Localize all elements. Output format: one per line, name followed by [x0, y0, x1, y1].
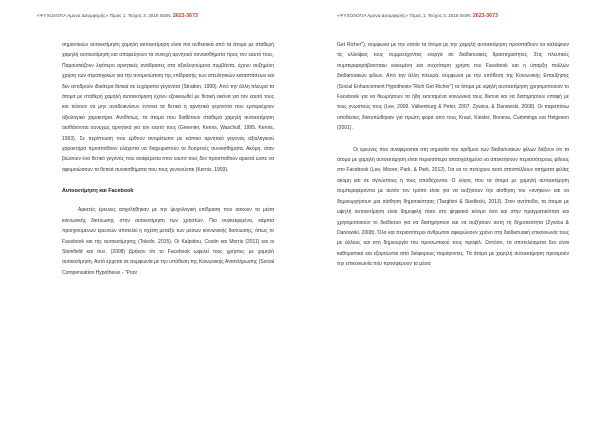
issn-label: ISSN: [159, 13, 172, 18]
left-page-body [62, 40, 274, 278]
right-page [300, 0, 600, 424]
journal-title: «ΨΥΧΟΛΟΓΙΑ Αμυνα &συμφορής» Τόμος 1, Τεύχος 3, 2018 [337, 13, 459, 18]
issn-number: 2623-3673 [473, 13, 498, 19]
page-header [37, 11, 198, 21]
issn-label: ISSN: [459, 13, 472, 18]
section-title: Αυτοεκτίμηση και Facebook [62, 188, 134, 195]
paragraph: Οι έρευνες που αναφέρονται στη σημασία του αριθμού των διαδικτυακών φίλων διέξουν ότι τα άτομα με χαμηλή αυτοεκτίμηση είναι περισσότερο απασχολημένα να αποκτήσουν περισσότερους φίλους στο Facebook (Lee, Moore, Park, & Park, 2012). Για να το πετύχουν αυτό αποστέλλουν αιτήματα φιλίας ακόμη και σε αγνώστους ή τους αποδέχονται. Ο λόγος που τα άτομα με χαμηλή αυτοεκτίμηση συμπεριφέρονται με αυτόν τον τρόπο είναι για να αυξήσουν την αίσθηση του «ανήκειν» και να δημιουργήσουν μια αίσθηση δημοτικότητας (Tazghini & Siedlecki, 2013). Στον αντίποδα, τα άτομα με υψηλή αυτοεκτίμηση είναι δημοφιλή τόσο στο ψηφιακό κόσμο όσο και στην πραγματικότητα και χρησιμοποιούν το διαδίκτυο για να διατηρήσουν και να αυξήσουν αυτή τη δημοτικότητα (Zywica & Danowski, 2008). Όλο και περισσότεροι άνθρωποι αφιερώνουν χρόνο στη διαδικτυακή επικοινωνία τους με άλλους και στη δημιουργία του προσωπικού τους προφίλ. Ωστόσο, τα αποτελέσματα δεν είναι καθοριστικά και εξαρτώνται από διάφορους παράγοντες. Τα άτομα με χαμηλή αυτοεκτίμηση προτιμούν την επικοινωνία που προσφέρουν τα μέσα [337, 146, 569, 268]
paragraph: Αρκετές έρευνες ασχολήθηκαν με την ψυχολογική επίδραση που ασκούν τα μέσα κοινωνικής δικτύωσης στην αυτοεκτίμηση των χρηστών. Πιο συγκεκριμένα, κάμπια προηγούμενων ερευνών αποτελεί η σχέση μεταξύ των μέσων κοινωνικής δικτύωσης, όπως το Facebook και της αυτοεκτίμησης (Toledo, 2015). Οι Kalpidou, Costin και Morris (2011) και οι Steinfield και συν. (2008) βρήκαν ότι το Facebook ωφελεί τους χρήστες με χαμηλή αυτοεκτίμηση. Αυτό έρχεται σε συμφωνία με την υπόθεση της Κοινωνικής Αναπλήρωσης (Social Compensation Hypothesis - "Poor [62, 207, 275, 276]
right-page-body [337, 40, 569, 270]
issn-number: 2623-3673 [173, 13, 198, 19]
paragraph: σημαντικών αυτοεκτίμηση χαμηλή αυτοεκτίμηση είναι πιο ανθεκτικά από τα άτομα με σταθερή χαμηλή αυτοεκτίμηση και αποφεύγουν τα συνεχή αρνητικά συναισθήματα προς τον εαυτό τους. Παρουσιάζουν λιγότερο αρνητικές ανάδρασες στα αξιολογούμενα συμβάντα, έχουν αυξημένη χρήση των στρατηγικών για την αντιμετώπιση της επίδρασης των απειλητικών καταστάσεων και δεν αντιδρούν ιδιαίτερα θετικά σε ευχάριστα γεγονότα (Stratton, 1999). Από την άλλη πλευρά τα άτομα με σταθερή χαμηλή αυτοεκτίμηση έχουν εξοικειωθεί με θετική εικόνα για τον εαυτό τους και τείνουν να μην αναδεικνύουν έντονα τα θετικά ή αρνητικά γεγονότα που εμπεριέχουν αξιολογικό χαρακτήρα. Αντίθετως, τα άτομα που διαθέτουν σταθερά χαμηλή αυτοεκτίμηση αισθάνονται συνεχώς αρνητικά για τον εαυτό τους (Greenier, Kernis, Waschull, 1995. Kernis, 1993). Σε περίπτωση που έρθουν αντιμέτωπα με κάποιο αρνητικό γεγονός αξιολογικού χαρακτήρα προσπαθούν ελάχιστα να διαχειριστούν τα δυσμενές συναισθήματα. Ακόμη, όταν βιώσουν ένα θετικό γεγονός που αναφέρεται στον εαυτό τους δεν προσπαθούν αρκετά ώστε να αφομοιώσουν τα θετικά συναισθήματα που τους γεννιούνται (Kernis, 1993). [62, 42, 274, 173]
page-header [337, 11, 498, 21]
journal-title: «ΨΥΧΟΛΟΓΙΑ Αμυνα &συμφορής» Τόμος 1, Τεύχος 3, 2018 [37, 13, 159, 18]
paragraph: Get Richer"), σύμφωνα με την οποία τα άτομα με την χαμηλή αυτοεκτίμηση προσπαθούν να καλύψουν τις ελλείψεις τους συμμετέχοντας ενεργά σε διαδικτυακές δραστηριότητες. Στις πλευτικές συμπεριφοράβανοταιυ εκκιεμένη και συχνότερη χρήση του Facebook και η ύπαρξη πολλών διαδικτυακών φίλων. Από την άλλη πλευρά, σύμφωνα με την υπόθεση της Κοινωνικής Επαύξησης (Social Enhancement Hypothesis-"Rich Get Richer") τα άτομα με υψηλή αυτοεκτίμηση χρησιμοποιούν το Facebook για να θεωρήσουν τα ήδη εκτεταμένα κοινωνικά τους δίκτυα και να διατηρήσουν επαφή με τους γνωστούς τους (Lee, 2009. Valkenburg & Peter, 2007. Zywica, & Danowski, 2008). Οι παραπάνω υποθέσεις διατυπώθηκαν για πρώτη φορά από τους Kraut, Kiesler, Boneva, Cummings και Helgeson (2001). [337, 42, 569, 132]
paragraph-gap [337, 134, 569, 145]
